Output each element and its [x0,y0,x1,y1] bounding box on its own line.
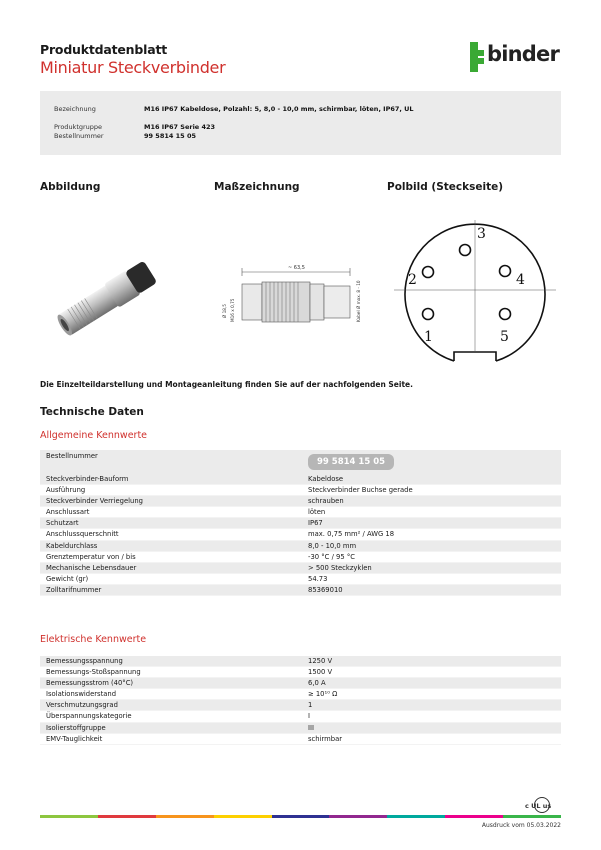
electrical-specs-table [40,656,561,745]
order-number-badge: 99 5814 15 05 [308,454,394,470]
table-row [40,541,561,552]
spec-label: Verschmutzungsgrad [46,701,118,710]
table-row [40,485,561,496]
spec-label: Anschlussart [46,508,90,517]
pin-2-icon [423,267,434,278]
spec-label: Zolltarifnummer [46,585,102,594]
pin-label-4: 4 [516,272,525,288]
spec-value: 85369010 [308,585,343,594]
doc-title: Miniatur Steckverbinder [40,58,226,77]
table-row [40,689,561,700]
spec-value: 1500 V [308,668,333,677]
table-row [40,734,561,745]
dimension-drawing [218,258,366,326]
svg-text:c UL us: c UL us [525,802,552,810]
table-row [40,529,561,540]
pin-label-5: 5 [500,329,509,345]
spec-value: 8,0 - 10,0 mm [308,541,357,550]
drawing-dia-left-a: Ø 18,5 [222,304,227,318]
table-row [40,563,561,574]
table-row [40,711,561,722]
product-photo [48,252,168,344]
product-info-box [40,91,561,155]
table-row [40,700,561,711]
spec-value: max. 0,75 mm² / AWG 18 [308,530,395,539]
color-bar-segment [272,815,330,818]
tech-data-title: Technische Daten [40,406,144,418]
electrical-specs-title: Elektrische Kennwerte [40,634,147,645]
color-bar-segment [156,815,214,818]
info-row-bezeichnung: Bezeichnung M16 IP67 Kabeldose, Polzahl: 5, 8,0 - 10,0 mm, schirmbar, löten, IP67, UL [54,105,414,113]
table-row [40,574,561,585]
section-polbild: Polbild (Steckseite) [387,181,504,193]
spec-label: Grenztemperatur von / bis [46,552,136,561]
section-masszeichnung: Maßzeichnung [214,181,300,193]
spec-value: Kabeldose [308,475,344,483]
spec-value: III [308,723,315,732]
order-number-row: Bestellnummer 99 5814 15 05 [40,450,561,474]
pin-5-icon [500,309,511,320]
drawing-dia-right: Kabel Ø max. 8 - 10 [356,280,361,322]
spec-value: -30 °C / 95 °C [308,552,355,561]
table-row [40,667,561,678]
spec-label: Gewicht (gr) [46,574,89,583]
spec-label: Kabeldurchlass [46,541,98,550]
color-bar-segment [98,815,156,818]
table-row [40,585,561,596]
section-abbildung: Abbildung [40,181,101,193]
spec-value: I [308,712,311,721]
spec-label: Steckverbinder Verriegelung [46,497,143,506]
color-bar-segment [214,815,272,818]
spec-label: Isolationswiderstand [46,690,117,699]
table-row [40,507,561,518]
doc-type: Produktdatenblatt [40,42,168,57]
spec-label: Isolierstoffgruppe [46,723,106,732]
spec-value: Steckverbinder Buchse gerade [308,486,413,495]
footer-color-bar [40,815,561,818]
spec-label: Bemessungsstrom (40°C) [46,679,134,688]
pin-3-icon [460,245,471,256]
pin-label-2: 2 [408,272,417,288]
spec-label: Bemessungs-Stoßspannung [46,668,141,677]
spec-label: Steckverbinder-Bauform [46,475,129,483]
spec-value: löten [308,508,326,517]
info-row-produktgruppe: Produktgruppe M16 IP67 Serie 423 [54,123,216,131]
pin-1-icon [423,309,434,320]
spec-label: EMV-Tauglichkeit [46,734,103,743]
spec-value: 6,0 A [308,679,326,688]
pin-label-3: 3 [477,226,486,242]
table-row [40,552,561,563]
table-row [40,496,561,507]
color-bar-segment [387,815,445,818]
color-bar-segment [329,815,387,818]
spec-value: schirmbar [308,734,343,743]
color-bar-segment [445,815,503,818]
general-specs-table [40,450,561,596]
spec-value: schrauben [308,497,344,506]
color-bar-segment [40,815,98,818]
pin-4-icon [500,266,511,277]
drawing-dia-left-b: M16 x 0,75 [230,298,235,322]
table-row [40,518,561,529]
drawing-length-label: ~ 63,5 [288,265,305,271]
spec-label: Anschlussquerschnitt [46,530,119,539]
ul-cert-icon [524,796,560,814]
info-row-bestellnummer: Bestellnummer 99 5814 15 05 [54,132,197,140]
spec-value: 1 [308,701,313,710]
pin-label-1: 1 [424,329,433,345]
spec-value: 54.73 [308,574,328,583]
spec-value: 1250 V [308,657,333,665]
table-row [40,723,561,734]
spec-label: Mechanische Lebensdauer [46,563,137,572]
general-specs-title: Allgemeine Kennwerte [40,430,148,441]
spec-value: ≥ 10¹⁰ Ω [308,690,338,699]
color-bar-segment [503,815,561,818]
table-row [40,656,561,667]
spec-label: Bemessungsspannung [46,657,123,665]
spec-value: IP67 [308,519,323,528]
assembly-note: Die Einzelteildarstellung und Montageanleitung finden Sie auf der nachfolgenden Seite. [40,380,413,389]
spec-value: > 500 Steckzyklen [308,563,372,572]
spec-label: Überspannungskategorie [46,712,132,721]
pinout-diagram [390,218,560,368]
print-date: Ausdruck vom 05.03.2022 [481,822,561,829]
logo-text: binder [487,42,560,66]
spec-label: Schutzart [46,519,79,528]
table-row [40,678,561,689]
spec-label: Ausführung [46,486,86,495]
table-row [40,474,561,485]
